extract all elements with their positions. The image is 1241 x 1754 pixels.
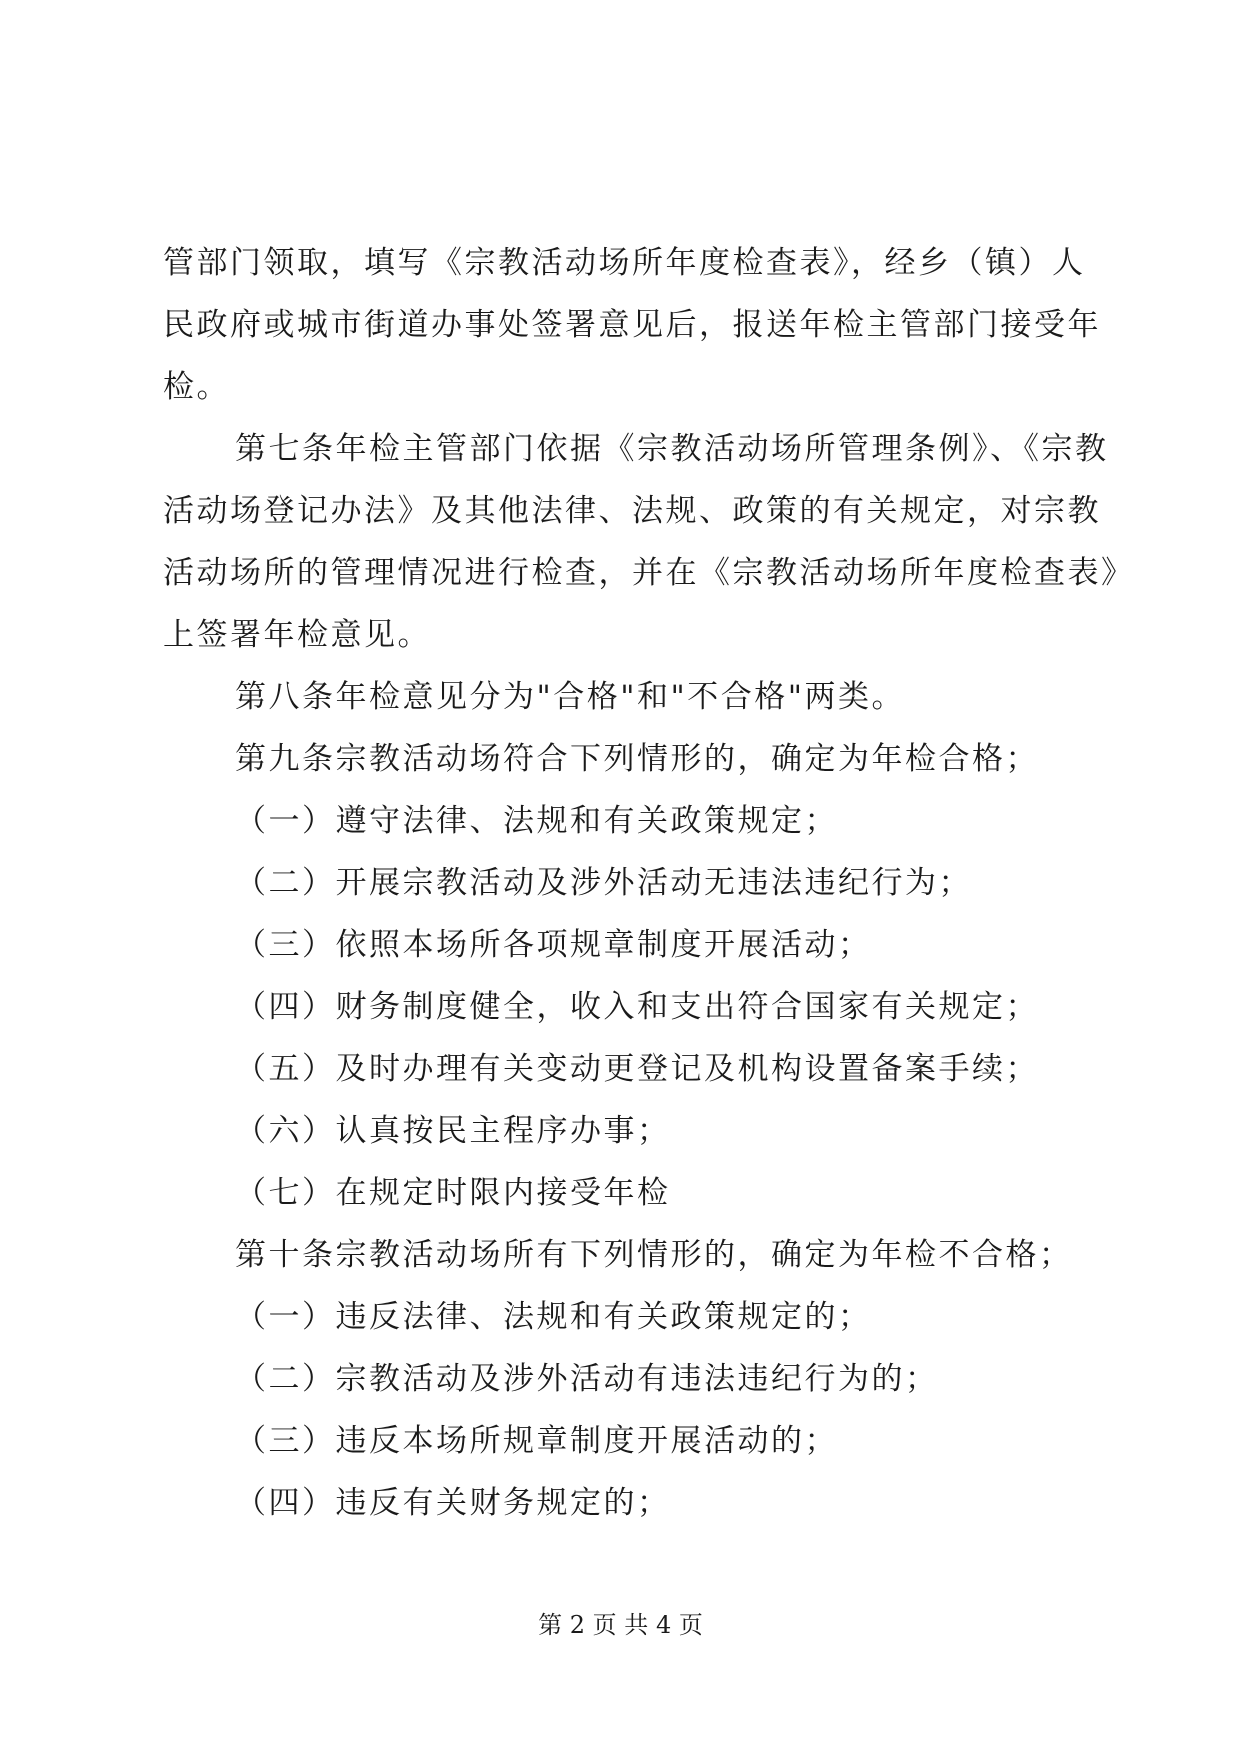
qualified-item: （三）依照本场所各项规章制度开展活动； [235,927,872,963]
paragraph-line: 管部门领取，填写《宗教活动场所年度检查表》，经乡（镇）人 [163,245,1086,281]
document-body [163,232,1135,1534]
article-9: 第九条宗教活动场符合下列情形的，确定为年检合格； [235,741,1039,777]
unqualified-item: （四）违反有关财务规定的； [235,1485,671,1521]
article-7-line: 活动场所的管理情况进行检查，并在《宗教活动场所年度检查表》 [163,555,1135,591]
qualified-item: （一）遵守法律、法规和有关政策规定； [235,803,838,839]
qualified-item: （五）及时办理有关变动更登记及机构设置备案手续； [235,1051,1039,1087]
paragraph-line: 检。 [163,369,230,405]
unqualified-item: （三）违反本场所规章制度开展活动的； [235,1423,838,1459]
qualified-item: （四）财务制度健全，收入和支出符合国家有关规定； [235,989,1039,1025]
article-10: 第十条宗教活动场所有下列情形的，确定为年检不合格； [235,1237,1073,1273]
paragraph-line: 民政府或城市街道办事处签署意见后，报送年检主管部门接受年 [163,307,1101,343]
unqualified-item: （一）违反法律、法规和有关政策规定的； [235,1299,872,1335]
article-8: 第八条年检意见分为"合格"和"不合格"两类。 [235,679,906,715]
article-7-line: 活动场登记办法》及其他法律、法规、政策的有关规定，对宗教 [163,493,1101,529]
article-7-line: 第七条年检主管部门依据《宗教活动场所管理条例》、《宗教 [235,431,1109,467]
qualified-item: （六）认真按民主程序办事； [235,1113,671,1149]
unqualified-item: （二）宗教活动及涉外活动有违法违纪行为的； [235,1361,939,1397]
qualified-item: （二）开展宗教活动及涉外活动无违法违纪行为； [235,865,972,901]
qualified-item: （七）在规定时限内接受年检 [235,1175,671,1211]
article-7-line: 上签署年检意见。 [163,617,431,653]
page-number-footer: 第 2 页 共 4 页 [538,1611,703,1639]
